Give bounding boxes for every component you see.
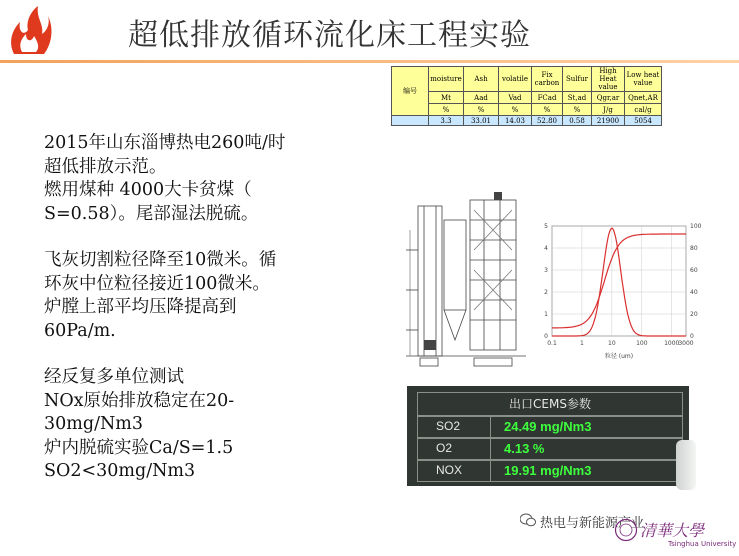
table-cell: Ash [464, 67, 499, 92]
cems-header: 出口CEMS参数 [417, 392, 683, 416]
table-cell: Sulfur [563, 67, 592, 92]
body-line: 环灰中位粒径接近100微米。 [44, 273, 270, 294]
table-cell: % [563, 104, 592, 116]
table-row [392, 92, 662, 104]
page-title: 超低排放循环流化床工程实验 [128, 18, 531, 53]
coal-property-table [391, 66, 662, 126]
body-line: SO2<30mg/Nm3 [44, 461, 196, 481]
table-cell: 0.58 [563, 116, 592, 126]
table-cell: % [499, 104, 532, 116]
table-cell: Qnet,AR [625, 92, 662, 104]
y-right-tick-label: 0 [690, 333, 694, 340]
body-line: 60Pa/m. [44, 320, 116, 341]
body-line: 炉膛上部平均压降提高到 [44, 297, 237, 317]
body-line: NOx原始排放稳定在20- [44, 390, 235, 411]
x-tick-label: 3000 [678, 340, 694, 347]
x-tick-label: 0.1 [547, 340, 557, 347]
table-cell: volatile [499, 67, 532, 92]
university-seal-icon [614, 518, 638, 542]
table-cell: Qgr,ar [592, 92, 625, 104]
y-right-tick-label: 40 [690, 289, 698, 296]
table-cell: % [429, 104, 464, 116]
y-left-tick-label: 5 [544, 223, 548, 230]
table-cell: Vad [499, 92, 532, 104]
cems-separator [490, 417, 491, 437]
body-line: S=0.58）。尾部湿法脱硫。 [44, 203, 259, 224]
x-tick-label: 1000 [664, 340, 680, 347]
cems-row-o2 [417, 438, 683, 460]
cems-value: 24.49 mg/Nm3 [504, 419, 592, 434]
table-cell: 21900 [592, 116, 625, 126]
cems-label: SO2 [436, 419, 461, 433]
particle-size-chart-svg [528, 216, 712, 366]
body-gap [44, 226, 384, 249]
cems-glare [676, 440, 696, 490]
table-cell: FCad [532, 92, 563, 104]
university-name-en: Tsinghua University [668, 540, 737, 548]
y-left-tick-label: 4 [544, 245, 548, 252]
table-cell: 编号 [392, 67, 429, 116]
cems-panel [407, 386, 689, 486]
table-cell: 14.03 [499, 116, 532, 126]
table-row [392, 67, 662, 92]
cems-separator [490, 461, 491, 481]
table-cell: 52.80 [532, 116, 563, 126]
plot-frame [552, 226, 686, 336]
cems-label: O2 [436, 441, 453, 455]
body-line: 2015年山东淄博热电260吨/时 [44, 133, 286, 153]
body-line: 燃用煤种 4000大卡贫煤（ [44, 180, 252, 200]
y-left-tick-label: 1 [544, 311, 548, 318]
x-axis-label: 粒径 (um) [604, 353, 634, 360]
cems-label: NOX [436, 463, 463, 477]
body-gap [44, 343, 384, 366]
boiler-drawing [404, 190, 528, 370]
table-cell: % [532, 104, 563, 116]
table-cell: Low heat value [625, 67, 662, 92]
x-tick-label: 10 [608, 340, 616, 347]
x-tick-label: 100 [636, 340, 648, 347]
y-left-tick-label: 2 [544, 289, 548, 296]
table-cell: moisture [429, 67, 464, 92]
wechat-account-name: 热电与新能源产业 [540, 516, 645, 531]
flame-logo-icon [6, 4, 54, 58]
y-left-tick-label: 3 [544, 267, 548, 274]
grid-lines [552, 226, 686, 336]
body-line: 30mg/Nm3 [44, 414, 144, 434]
table-cell: cal/g [625, 104, 662, 116]
x-tick-label: 1 [580, 340, 584, 347]
table-cell: 5054 [625, 116, 662, 126]
cems-row-nox [417, 460, 683, 482]
table-cell: J/g [592, 104, 625, 116]
table-cell: Fix carbon [532, 67, 563, 92]
body-line: 炉内脱硫实验Ca/S=1.5 [44, 437, 234, 458]
y-right-tick-label: 20 [690, 311, 698, 318]
table-cell: 33.01 [464, 116, 499, 126]
y-right-tick-label: 80 [690, 245, 698, 252]
body-line: 经反复多单位测试 [44, 367, 184, 387]
table-cell: % [464, 104, 499, 116]
body-line: 飞灰切割粒径降至10微米。循 [44, 250, 277, 270]
wechat-icon [520, 512, 536, 526]
university-name-cn: 清華大學 [640, 521, 705, 540]
table-cell: St,ad [563, 92, 592, 104]
y-right-tick-label: 100 [690, 223, 702, 230]
table-cell [392, 116, 429, 126]
table-cell: Aad [464, 92, 499, 104]
cems-separator [490, 439, 491, 459]
table-cell: 3.3 [429, 116, 464, 126]
title-divider [0, 60, 739, 63]
cems-value: 4.13 % [504, 441, 545, 456]
table-cell: High Heat value [592, 67, 625, 92]
table-row [392, 116, 662, 126]
y-left-tick-label: 0 [544, 333, 548, 340]
cems-value: 19.91 mg/Nm3 [504, 463, 592, 478]
table-cell: Mt [429, 92, 464, 104]
particle-size-chart [528, 216, 712, 366]
body-text [44, 132, 384, 484]
cems-row-so2 [417, 416, 683, 438]
body-line: 超低排放示范。 [44, 156, 167, 177]
table-row [392, 104, 662, 116]
y-right-tick-label: 60 [690, 267, 698, 274]
